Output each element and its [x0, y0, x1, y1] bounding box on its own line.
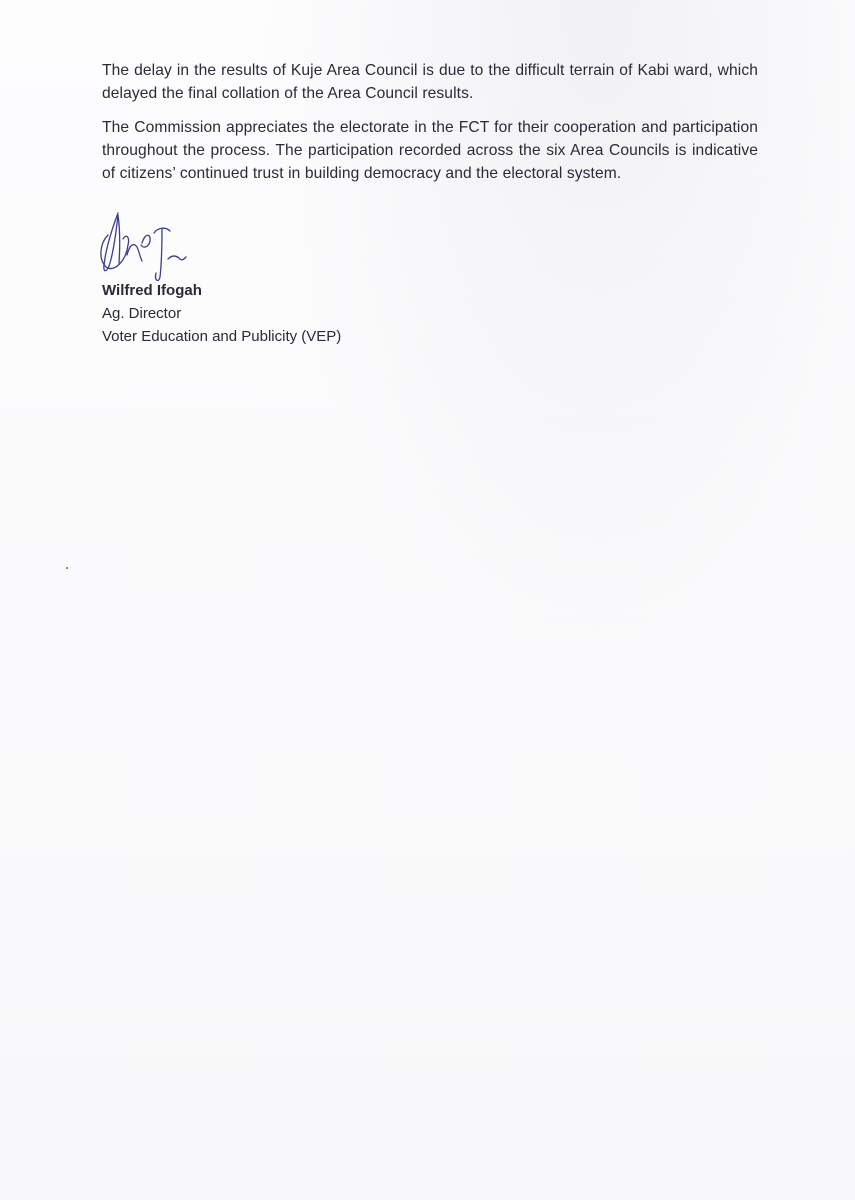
paragraph-kuje-delay: The delay in the results of Kuje Area Council is due to the difficult terrain of Kabi ward, which delayed the final collation of the Area Council results.: [102, 62, 758, 102]
handwritten-signature: [96, 203, 206, 283]
paragraph-commission-appreciation: The Commission appreciates the electorate in the FCT for their cooperation and participation throughout the process. The participation recorded across the six Area Councils is indicative of citizens’ continued trust in building democracy and the electoral system.: [102, 119, 758, 182]
signatory-department: Voter Education and Publicity (VEP): [102, 328, 342, 345]
signatory-title: Ag. Director: [102, 305, 182, 322]
signatory-name: Wilfred Ifogah: [102, 282, 202, 299]
document-body: [102, 59, 758, 348]
paper-speck: [66, 567, 68, 569]
signatory-block: [102, 279, 758, 348]
